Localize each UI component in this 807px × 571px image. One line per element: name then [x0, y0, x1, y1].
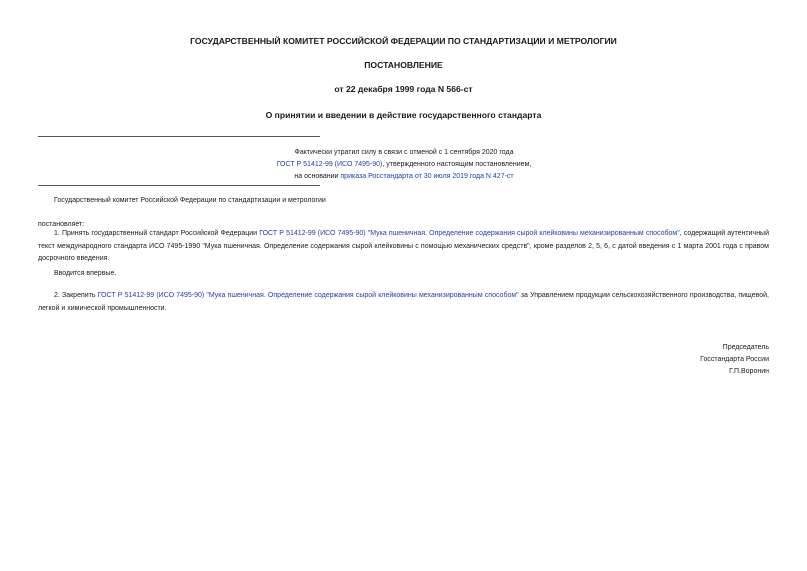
intro-text: Государственный комитет Российской Федерации по стандартизации и метрологии — [54, 197, 326, 204]
resolves-text: постановляет: — [38, 221, 85, 228]
signature-org: Госстандарта России — [700, 356, 769, 363]
paragraph-1 — [38, 228, 769, 266]
paragraph-1-start: 1. Принять государственный стандарт Российской Федерации — [54, 230, 260, 237]
status-note — [38, 147, 770, 183]
signature-title: Председатель — [722, 344, 769, 351]
divider-top — [38, 136, 320, 137]
gost-link-p2[interactable]: ГОСТ Р 51412-99 (ИСО 7495-90) "Мука пшеничная. Определение содержания сырой клейковины механизированным способом" — [97, 292, 519, 299]
paragraph-2-start: 2. Закрепить — [54, 292, 98, 299]
rosstandart-order-link[interactable]: приказа Росстандарта от 30 июля 2019 года N 427-ст — [340, 173, 514, 180]
status-note-line3-text: на основании — [294, 173, 341, 180]
gost-link-p1[interactable]: ГОСТ Р 51412-99 (ИСО 7495-90) "Мука пшеничная. Определение содержания сырой клейковины механизированным способом" — [259, 230, 680, 237]
status-note-line2 — [38, 159, 770, 171]
status-note-line1: Фактически утратил силу в связи с отменой с 1 сентября 2020 года — [294, 149, 514, 156]
signature-block — [700, 342, 769, 378]
document-type: ПОСТАНОВЛЕНИЕ — [364, 60, 443, 70]
document-subject: О принятии и введении в действие государственного стандарта — [265, 110, 542, 120]
status-note-line2-text: , утвержденного настоящим постановлением, — [382, 161, 532, 168]
status-note-line3 — [38, 171, 770, 183]
paragraph-2-rest: за Управлением продукции сельскохозяйственного производства, пищевой, легкой и химической промышленности. — [38, 292, 769, 312]
signature-name: Г.П.Воронин — [729, 368, 769, 375]
introduced-first-text: Вводится впервые. — [54, 270, 117, 277]
paragraph-1-rest: , содержащий аутентичный текст международного стандарта ИСО 7495-1990 "Мука пшеничная. Определение содержания сырой клейковины с помощью механических средств", кроме разделов 2, 5, 6, с датой введения с 1 марта 2001 года с правом досрочного введения. — [38, 230, 769, 262]
gost-link[interactable]: ГОСТ Р 51412-99 (ИСО 7495-90) — [276, 161, 383, 168]
committee-heading: ГОСУДАРСТВЕННЫЙ КОМИТЕТ РОССИЙСКОЙ ФЕДЕРАЦИИ ПО СТАНДАРТИЗАЦИИ И МЕТРОЛОГИИ — [190, 36, 617, 46]
divider-bottom — [38, 185, 320, 186]
paragraph-2 — [38, 290, 769, 315]
date-number: от 22 декабря 1999 года N 566-ст — [334, 84, 473, 94]
